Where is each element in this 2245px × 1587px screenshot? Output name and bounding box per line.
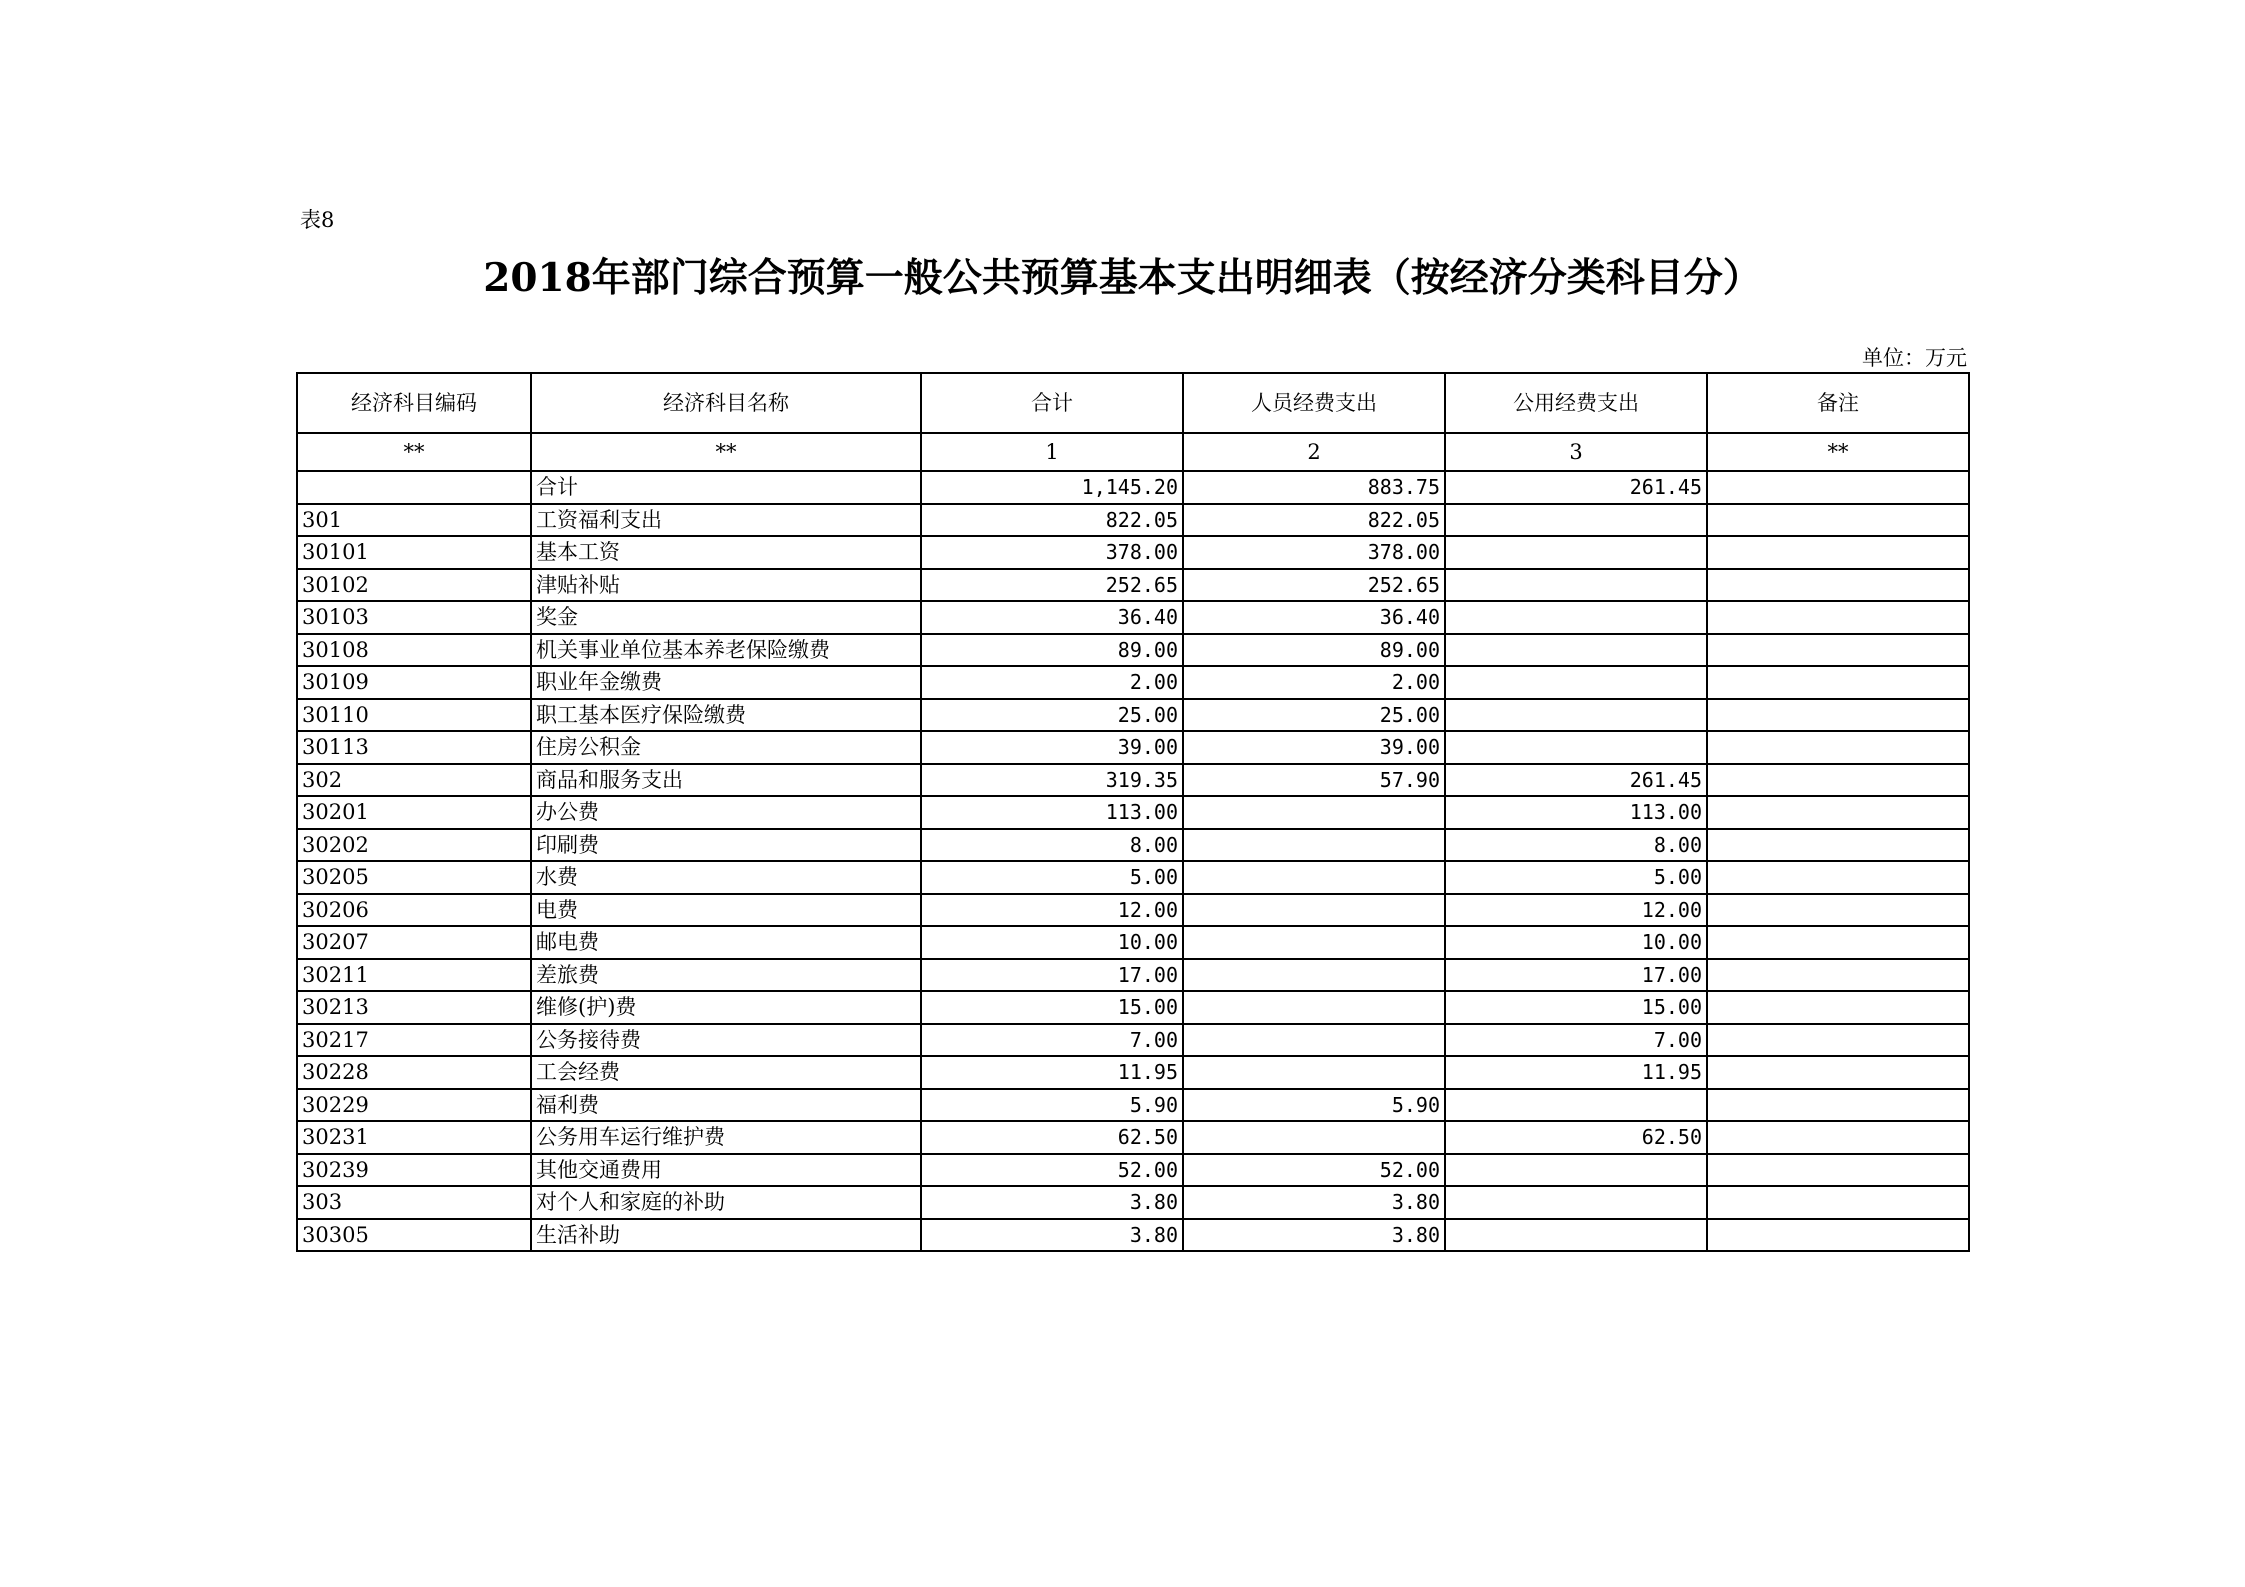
cell-public — [1445, 1219, 1707, 1252]
cell-public: 8.00 — [1445, 829, 1707, 862]
cell-code: 30217 — [297, 1024, 531, 1057]
cell-note — [1707, 471, 1969, 504]
table-row — [297, 1186, 1969, 1219]
cell-personnel — [1183, 991, 1445, 1024]
cell-public: 15.00 — [1445, 991, 1707, 1024]
table-row — [297, 1219, 1969, 1252]
table-row — [297, 861, 1969, 894]
cell-code: 30102 — [297, 569, 531, 602]
cell-note — [1707, 1089, 1969, 1122]
cell-name: 基本工资 — [531, 536, 921, 569]
cell-public — [1445, 601, 1707, 634]
unit-label: 单位：万元 — [1862, 346, 1967, 370]
header-code: 经济科目编码 — [297, 373, 531, 433]
cell-name: 办公费 — [531, 796, 921, 829]
cell-public: 261.45 — [1445, 471, 1707, 504]
cell-total: 62.50 — [921, 1121, 1183, 1154]
cell-total: 52.00 — [921, 1154, 1183, 1187]
cell-personnel: 36.40 — [1183, 601, 1445, 634]
table-row — [297, 731, 1969, 764]
cell-public — [1445, 731, 1707, 764]
cell-note — [1707, 894, 1969, 927]
cell-public: 11.95 — [1445, 1056, 1707, 1089]
table-row — [297, 569, 1969, 602]
cell-code: 30207 — [297, 926, 531, 959]
cell-total: 319.35 — [921, 764, 1183, 797]
cell-code: 30202 — [297, 829, 531, 862]
cell-personnel: 3.80 — [1183, 1186, 1445, 1219]
index-row — [297, 433, 1969, 471]
cell-name: 水费 — [531, 861, 921, 894]
cell-total: 3.80 — [921, 1186, 1183, 1219]
cell-public — [1445, 699, 1707, 732]
cell-code: 30101 — [297, 536, 531, 569]
cell-name: 电费 — [531, 894, 921, 927]
cell-personnel: 3.80 — [1183, 1219, 1445, 1252]
cell-name: 对个人和家庭的补助 — [531, 1186, 921, 1219]
cell-name: 机关事业单位基本养老保险缴费 — [531, 634, 921, 667]
cell-personnel: 883.75 — [1183, 471, 1445, 504]
cell-personnel: 2.00 — [1183, 666, 1445, 699]
table-row — [297, 699, 1969, 732]
cell-name: 邮电费 — [531, 926, 921, 959]
cell-code: 302 — [297, 764, 531, 797]
cell-total: 8.00 — [921, 829, 1183, 862]
table-row — [297, 926, 1969, 959]
cell-personnel — [1183, 829, 1445, 862]
index-note: ** — [1707, 433, 1969, 471]
cell-name: 福利费 — [531, 1089, 921, 1122]
cell-note — [1707, 1219, 1969, 1252]
cell-code: 30109 — [297, 666, 531, 699]
document-title: 2018年部门综合预算一般公共预算基本支出明细表（按经济分类科目分） — [483, 255, 1762, 301]
index-name: ** — [531, 433, 921, 471]
table-row — [297, 894, 1969, 927]
cell-public: 261.45 — [1445, 764, 1707, 797]
cell-personnel — [1183, 861, 1445, 894]
cell-personnel: 25.00 — [1183, 699, 1445, 732]
cell-personnel: 252.65 — [1183, 569, 1445, 602]
index-total: 1 — [921, 433, 1183, 471]
cell-note — [1707, 731, 1969, 764]
cell-total: 5.90 — [921, 1089, 1183, 1122]
cell-total: 11.95 — [921, 1056, 1183, 1089]
cell-personnel — [1183, 959, 1445, 992]
table-row — [297, 1024, 1969, 1057]
table-row — [297, 1121, 1969, 1154]
cell-note — [1707, 861, 1969, 894]
cell-name: 商品和服务支出 — [531, 764, 921, 797]
cell-note — [1707, 1056, 1969, 1089]
cell-total: 1,145.20 — [921, 471, 1183, 504]
table-row — [297, 601, 1969, 634]
cell-total: 7.00 — [921, 1024, 1183, 1057]
cell-name: 合计 — [531, 471, 921, 504]
header-public: 公用经费支出 — [1445, 373, 1707, 433]
cell-code: 30206 — [297, 894, 531, 927]
cell-public — [1445, 634, 1707, 667]
cell-public — [1445, 1089, 1707, 1122]
cell-code: 30211 — [297, 959, 531, 992]
header-total: 合计 — [921, 373, 1183, 433]
cell-personnel — [1183, 894, 1445, 927]
cell-name: 其他交通费用 — [531, 1154, 921, 1187]
table-row — [297, 666, 1969, 699]
cell-personnel — [1183, 796, 1445, 829]
cell-note — [1707, 1154, 1969, 1187]
cell-code: 30228 — [297, 1056, 531, 1089]
cell-total: 5.00 — [921, 861, 1183, 894]
header-name: 经济科目名称 — [531, 373, 921, 433]
table-row — [297, 1056, 1969, 1089]
header-note: 备注 — [1707, 373, 1969, 433]
cell-note — [1707, 634, 1969, 667]
cell-public — [1445, 1154, 1707, 1187]
table-row — [297, 764, 1969, 797]
cell-note — [1707, 829, 1969, 862]
cell-note — [1707, 504, 1969, 537]
cell-name: 公务用车运行维护费 — [531, 1121, 921, 1154]
cell-personnel: 89.00 — [1183, 634, 1445, 667]
cell-code: 30213 — [297, 991, 531, 1024]
cell-personnel — [1183, 1024, 1445, 1057]
cell-code: 30229 — [297, 1089, 531, 1122]
header-row — [297, 373, 1969, 433]
cell-personnel: 5.90 — [1183, 1089, 1445, 1122]
cell-personnel: 39.00 — [1183, 731, 1445, 764]
cell-total: 113.00 — [921, 796, 1183, 829]
index-code: ** — [297, 433, 531, 471]
index-public: 3 — [1445, 433, 1707, 471]
cell-code: 30103 — [297, 601, 531, 634]
budget-table — [296, 372, 1970, 1252]
table-label: 表8 — [300, 208, 335, 232]
cell-public — [1445, 569, 1707, 602]
table-row — [297, 536, 1969, 569]
cell-personnel: 822.05 — [1183, 504, 1445, 537]
table-row — [297, 634, 1969, 667]
cell-personnel: 378.00 — [1183, 536, 1445, 569]
cell-public — [1445, 666, 1707, 699]
cell-code: 30110 — [297, 699, 531, 732]
cell-code: 301 — [297, 504, 531, 537]
cell-public: 10.00 — [1445, 926, 1707, 959]
cell-code: 30305 — [297, 1219, 531, 1252]
cell-code — [297, 471, 531, 504]
table-row — [297, 1089, 1969, 1122]
cell-note — [1707, 536, 1969, 569]
table-row — [297, 829, 1969, 862]
cell-name: 公务接待费 — [531, 1024, 921, 1057]
cell-note — [1707, 1186, 1969, 1219]
cell-total: 3.80 — [921, 1219, 1183, 1252]
cell-public — [1445, 536, 1707, 569]
cell-public: 113.00 — [1445, 796, 1707, 829]
cell-total: 378.00 — [921, 536, 1183, 569]
cell-public — [1445, 1186, 1707, 1219]
cell-note — [1707, 569, 1969, 602]
cell-code: 30201 — [297, 796, 531, 829]
cell-note — [1707, 666, 1969, 699]
cell-personnel: 57.90 — [1183, 764, 1445, 797]
cell-personnel: 52.00 — [1183, 1154, 1445, 1187]
cell-public: 12.00 — [1445, 894, 1707, 927]
cell-note — [1707, 699, 1969, 732]
cell-code: 30205 — [297, 861, 531, 894]
cell-note — [1707, 764, 1969, 797]
cell-public: 7.00 — [1445, 1024, 1707, 1057]
cell-note — [1707, 959, 1969, 992]
cell-public: 62.50 — [1445, 1121, 1707, 1154]
cell-public: 5.00 — [1445, 861, 1707, 894]
cell-total: 252.65 — [921, 569, 1183, 602]
cell-public: 17.00 — [1445, 959, 1707, 992]
header-personnel: 人员经费支出 — [1183, 373, 1445, 433]
cell-total: 25.00 — [921, 699, 1183, 732]
table-row — [297, 796, 1969, 829]
cell-public — [1445, 504, 1707, 537]
cell-name: 生活补助 — [531, 1219, 921, 1252]
table-row — [297, 959, 1969, 992]
cell-personnel — [1183, 1056, 1445, 1089]
cell-total: 89.00 — [921, 634, 1183, 667]
cell-name: 印刷费 — [531, 829, 921, 862]
cell-code: 303 — [297, 1186, 531, 1219]
cell-note — [1707, 601, 1969, 634]
cell-total: 12.00 — [921, 894, 1183, 927]
cell-total: 10.00 — [921, 926, 1183, 959]
cell-code: 30108 — [297, 634, 531, 667]
cell-name: 职业年金缴费 — [531, 666, 921, 699]
cell-code: 30113 — [297, 731, 531, 764]
cell-total: 822.05 — [921, 504, 1183, 537]
cell-personnel — [1183, 926, 1445, 959]
cell-name: 奖金 — [531, 601, 921, 634]
cell-note — [1707, 1121, 1969, 1154]
cell-name: 工会经费 — [531, 1056, 921, 1089]
cell-note — [1707, 926, 1969, 959]
table-row — [297, 504, 1969, 537]
table-row — [297, 991, 1969, 1024]
cell-total: 17.00 — [921, 959, 1183, 992]
cell-total: 15.00 — [921, 991, 1183, 1024]
cell-name: 差旅费 — [531, 959, 921, 992]
cell-total: 39.00 — [921, 731, 1183, 764]
cell-total: 36.40 — [921, 601, 1183, 634]
cell-code: 30231 — [297, 1121, 531, 1154]
table-row — [297, 471, 1969, 504]
cell-note — [1707, 991, 1969, 1024]
cell-name: 工资福利支出 — [531, 504, 921, 537]
cell-total: 2.00 — [921, 666, 1183, 699]
cell-name: 住房公积金 — [531, 731, 921, 764]
cell-note — [1707, 1024, 1969, 1057]
table-row — [297, 1154, 1969, 1187]
table-body — [297, 471, 1969, 1251]
cell-code: 30239 — [297, 1154, 531, 1187]
cell-name: 津贴补贴 — [531, 569, 921, 602]
cell-name: 维修(护)费 — [531, 991, 921, 1024]
cell-personnel — [1183, 1121, 1445, 1154]
index-personnel: 2 — [1183, 433, 1445, 471]
cell-name: 职工基本医疗保险缴费 — [531, 699, 921, 732]
cell-note — [1707, 796, 1969, 829]
